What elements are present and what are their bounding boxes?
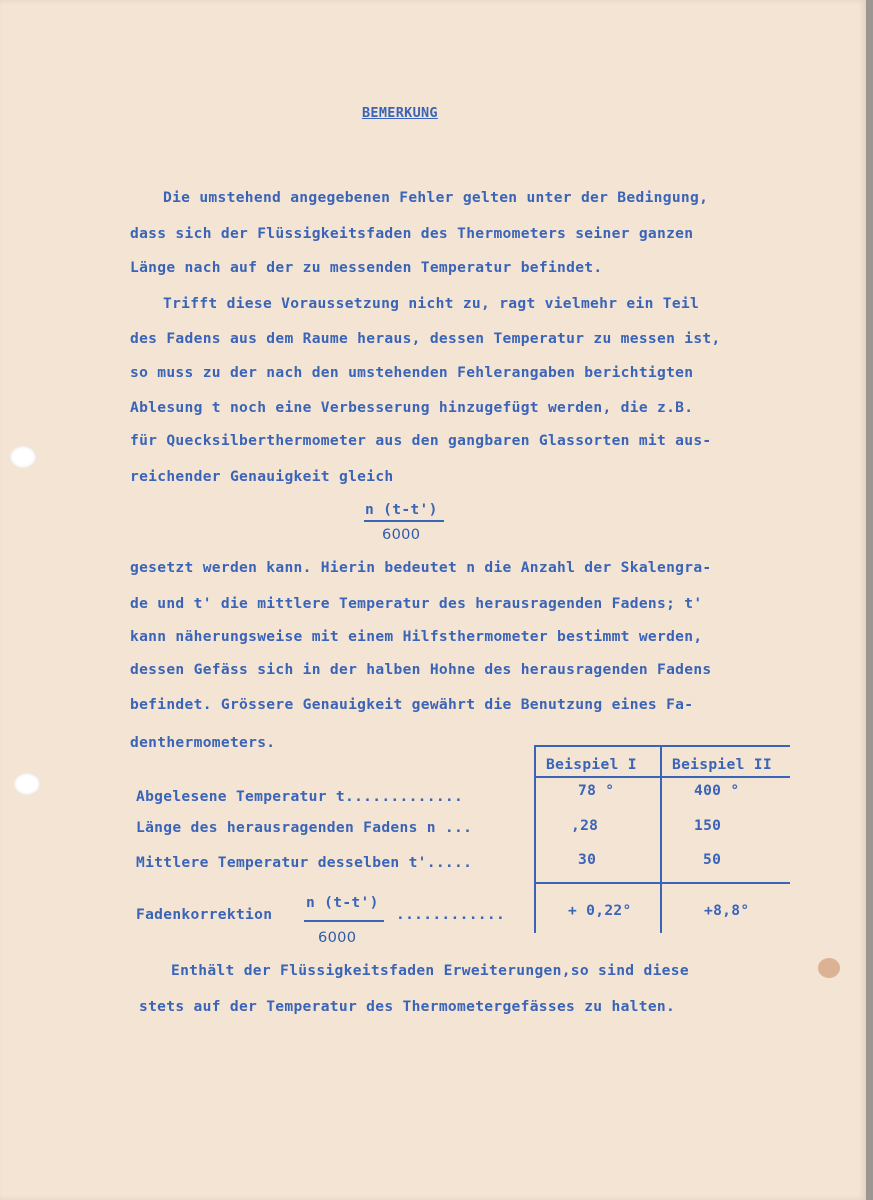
- correction-dots: ............: [396, 906, 506, 923]
- correction-denominator: 6000: [318, 929, 357, 946]
- text-line: kann näherungsweise mit einem Hilfsthermometer bestimmt werden,: [130, 628, 703, 645]
- correction-fraction-bar: [304, 920, 384, 922]
- table-middle-rule: [660, 745, 662, 933]
- text-line: stets auf der Temperatur des Thermometergefässes zu halten.: [139, 998, 676, 1015]
- table-cell: 150: [694, 817, 722, 834]
- table-top-rule: [534, 745, 790, 747]
- text-line: dessen Gefäss sich in der halben Hohne des herausragenden Fadens: [130, 661, 712, 678]
- table-header-rule: [534, 776, 790, 778]
- formula-numerator: n (t-t'): [365, 501, 438, 518]
- table-left-rule: [534, 745, 536, 933]
- text-line: Enthält der Flüssigkeitsfaden Erweiterungen,so sind diese: [171, 962, 689, 979]
- table-row-label: Länge des herausragenden Fadens n ...: [136, 819, 473, 836]
- table-sum-rule: [534, 882, 790, 884]
- table-cell: + 0,22°: [568, 902, 632, 919]
- text-line: Trifft diese Voraussetzung nicht zu, ragt vielmehr ein Teil: [163, 295, 700, 312]
- correction-numerator: n (t-t'): [306, 894, 379, 911]
- table-cell: 400 °: [694, 782, 740, 799]
- text-line: befindet. Grössere Genauigkeit gewährt die Benutzung eines Fa-: [130, 696, 694, 713]
- table-cell: ,28: [571, 817, 599, 834]
- text-line: des Fadens aus dem Raume heraus, dessen Temperatur zu messen ist,: [130, 330, 721, 347]
- text-line: reichender Genauigkeit gleich: [130, 468, 394, 485]
- page-edge: [866, 0, 873, 1200]
- text-line: gesetzt werden kann. Hierin bedeutet n die Anzahl der Skalengra-: [130, 559, 712, 576]
- text-line: so muss zu der nach den umstehenden Fehlerangaben berichtigten: [130, 364, 694, 381]
- formula-fraction-bar: [364, 520, 444, 522]
- table-header-beispiel-1: Beispiel I: [546, 756, 637, 773]
- table-cell: 30: [578, 851, 597, 868]
- text-line: Ablesung t noch eine Verbesserung hinzugefügt werden, die z.B.: [130, 399, 694, 416]
- table-row-label: Abgelesene Temperatur t.............: [136, 788, 464, 805]
- table-cell: 78 °: [578, 782, 615, 799]
- text-line: für Quecksilberthermometer aus den gangbaren Glassorten mit aus-: [130, 432, 712, 449]
- table-header-beispiel-2: Beispiel II: [672, 756, 772, 773]
- text-line: denthermometers.: [130, 734, 276, 751]
- table-cell: 50: [703, 851, 722, 868]
- punch-hole: [14, 773, 40, 795]
- punch-hole: [10, 446, 36, 468]
- text-line: Länge nach auf der zu messenden Temperatur befindet.: [130, 259, 603, 276]
- heading: BEMERKUNG: [362, 105, 438, 121]
- formula-denominator: 6000: [382, 526, 421, 543]
- correction-label: Fadenkorrektion: [136, 906, 273, 923]
- text-line: dass sich der Flüssigkeitsfaden des Thermometers seiner ganzen: [130, 225, 694, 242]
- text-line: de und t' die mittlere Temperatur des herausragenden Fadens; t': [130, 595, 703, 612]
- paper-stain: [818, 958, 840, 978]
- text-line: Die umstehend angegebenen Fehler gelten unter der Bedingung,: [163, 189, 709, 206]
- table-cell: +8,8°: [704, 902, 750, 919]
- table-row-label: Mittlere Temperatur desselben t'.....: [136, 854, 473, 871]
